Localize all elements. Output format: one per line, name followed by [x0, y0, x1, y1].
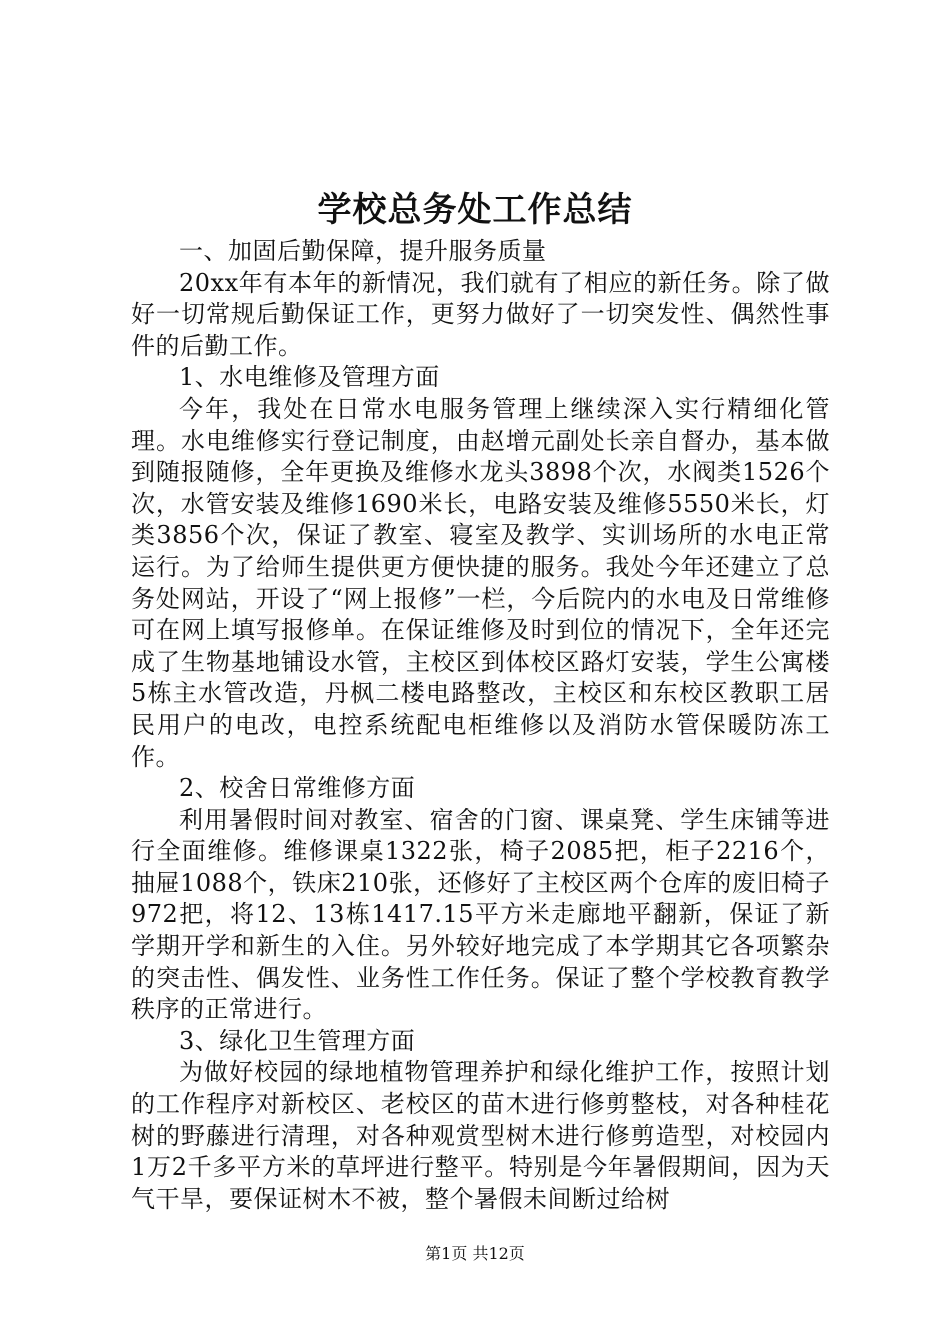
section-heading: 一、加固后勤保障，提升服务质量 [179, 237, 547, 265]
body-paragraph: 为做好校园的绿地植物管理养护和绿化维护工作，按照计划的工作程序对新校区、老校区的苗木进行修剪整枝，对各种桂花树的野藤进行清理，对各种观赏型树木进行修剪造型，对校园内1万2千多平方米的草坪进行整平。特别是今年暑假期间，因为天气干旱，要保证树木不被，整个暑假未间断过给树 [131, 1058, 830, 1213]
body-paragraph: 今年，我处在日常水电服务管理上继续深入实行精细化管理。水电维修实行登记制度，由赵增元副处长亲自督办，基本做到随报随修，全年更换及维修水龙头3898个次，水阀类1526个次，水管安装及维修1690米长，电路安装及维修5550米长，灯类3856个次，保证了教室、寝室及教学、实训场所的水电正常运行。为了给师生提供更方便快捷的服务。我处今年还建立了总务处网站，开设了“网上报修”一栏，今后院内的水电及日常维修可在网上填写报修单。在保证维修及时到位的情况下，全年还完成了生物基地铺设水管，主校区到体校区路灯安装，学生公寓楼5栋主水管改造，丹枫二楼电路整改，主校区和东校区教职工居民用户的电改，电控系统配电柜维修以及消防水管保暖防冻工作。 [131, 394, 830, 771]
document-title: 学校总务处工作总结 [317, 190, 633, 230]
document-body [131, 236, 830, 1215]
body-paragraph: 20xx年有本年的新情况，我们就有了相应的新任务。除了做好一切常规后勤保证工作，更努力做好了一切突发性、偶然性事件的后勤工作。 [131, 268, 830, 360]
section-heading: 3、绿化卫生管理方面 [179, 1026, 416, 1055]
body-paragraph: 利用暑假时间对教室、宿舍的门窗、课桌凳、学生床铺等进行全面维修。维修课桌1322张，椅子2085把，柜子2216个，抽屉1088个，铁床210张，还修好了主校区两个仓库的废旧椅子972把，将12、13栋1417.15平方米走廊地平翻新，保证了新学期开学和新生的入住。另外较好地完成了本学期其它各项繁杂的突击性、偶发性、业务性工作任务。保证了整个学校教育教学秩序的正常进行。 [131, 805, 830, 1024]
page-number: 第1页 共12页 [425, 1244, 525, 1263]
section-heading: 2、校舍日常维修方面 [179, 774, 416, 803]
section-heading: 1、水电维修及管理方面 [179, 363, 440, 392]
